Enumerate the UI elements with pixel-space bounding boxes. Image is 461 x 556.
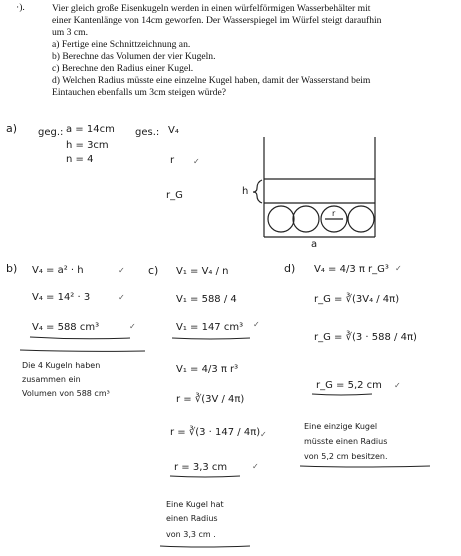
sketch-label-a: a [311, 239, 318, 250]
part-b-step-2: V₄ = 14² · 3 [32, 292, 91, 303]
part-d-step-2: r_G = ∛(3V₄ / 4π) [314, 294, 400, 305]
problem-line-4: a) Fertige eine Schnittzeichnung an. [52, 39, 191, 50]
part-c-step-6: r = ∛(3 · 147 / 4π) [170, 427, 261, 438]
given-side-length: a = 14cm [66, 124, 115, 135]
sketch-label-h: h [242, 186, 249, 197]
given-count: n = 4 [66, 154, 94, 165]
part-c-answer-1: Eine Kugel hat [166, 500, 224, 509]
problem-line-3: um 3 cm. [52, 27, 88, 38]
problem-number: ·). [16, 2, 25, 13]
wanted-radius: r [170, 155, 175, 166]
wanted-big-radius: r_G [166, 190, 183, 201]
part-c-answer-2: einen Radius [166, 514, 218, 523]
part-c-step-1: V₁ = V₄ / n [176, 266, 229, 277]
part-c-step-7: r = 3,3 cm [174, 462, 228, 473]
check-mark: ✓ [118, 293, 125, 302]
check-mark: ✓ [118, 266, 125, 275]
check-mark: ✓ [260, 430, 267, 439]
part-c-step-3: V₁ = 147 cm³ [176, 322, 244, 333]
part-c-step-2: V₁ = 588 / 4 [176, 294, 237, 305]
part-a-label: a) [6, 122, 18, 135]
given-height: h = 3cm [66, 140, 109, 151]
part-c-answer-3: von 3,3 cm . [166, 530, 216, 539]
part-c-label: c) [148, 264, 159, 277]
problem-line-5: b) Berechne das Volumen der vier Kugeln. [52, 51, 216, 62]
check-mark: ✓ [253, 320, 260, 329]
check-mark: ✓ [395, 264, 402, 273]
part-b-answer-2: zusammen ein [22, 375, 81, 384]
part-b-step-3: V₄ = 588 cm³ [32, 322, 100, 333]
wanted-volume: V₄ [168, 125, 179, 136]
given-heading: geg.: [38, 127, 64, 138]
part-d-answer-2: müsste einen Radius [304, 437, 388, 446]
part-d-answer-1: Eine einzige Kugel [304, 422, 378, 431]
problem-line-1: Vier gleich große Eisenkugeln werden in einen würfelförmigen Wasserbehälter mit [52, 3, 371, 14]
part-d-step-1: V₄ = 4/3 π r_G³ [314, 264, 389, 275]
check-mark: ✓ [129, 322, 136, 331]
part-c-step-4: V₁ = 4/3 π r³ [176, 364, 239, 375]
check-mark: ✓ [252, 462, 259, 471]
problem-line-6: c) Berechne den Radius einer Kugel. [52, 63, 194, 74]
part-c-step-5: r = ∛(3V / 4π) [176, 394, 245, 405]
check-mark: ✓ [394, 381, 401, 390]
part-d-step-4: r_G = 5,2 cm [316, 380, 382, 391]
problem-line-7: d) Welchen Radius müsste eine einzelne Kugel haben, damit der Wasserstand beim [52, 75, 371, 86]
part-d-step-3: r_G = ∛(3 · 588 / 4π) [314, 332, 417, 343]
part-b-step-1: V₄ = a² · h [32, 265, 84, 276]
problem-line-8: Eintauchen ebenfalls um 3cm steigen würde? [52, 87, 226, 98]
part-b-answer-1: Die 4 Kugeln haben [22, 361, 101, 370]
problem-line-2: einer Kantenlänge von 14cm geworfen. Der Wasserspiegel im Würfel steigt daraufhin [52, 15, 382, 26]
part-d-answer-3: von 5,2 cm besitzen. [304, 452, 388, 461]
part-d-label: d) [284, 262, 296, 275]
part-b-label: b) [6, 262, 18, 275]
sketch-label-r: r [332, 209, 336, 218]
part-b-answer-3: Volumen von 588 cm³ [22, 389, 110, 398]
check-mark: ✓ [193, 157, 200, 166]
wanted-heading: ges.: [135, 127, 160, 138]
